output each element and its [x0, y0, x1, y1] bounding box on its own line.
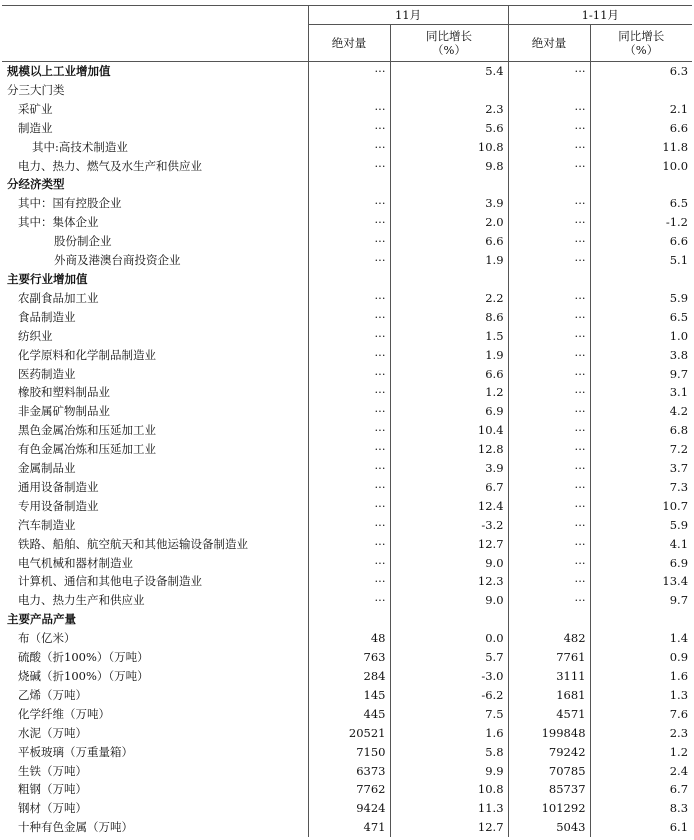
month-yoy-cell: 1.9: [390, 346, 508, 365]
table-row: [2, 705, 692, 724]
header-yoy-line2: （%）: [432, 43, 466, 57]
row-label: 汽车制造业: [18, 517, 76, 532]
row-label: 其中：国有控股企业: [18, 196, 122, 211]
row-label: 分三大门类: [7, 82, 65, 97]
row-label: 食品制造业: [18, 309, 76, 324]
header-yoy-line1: 同比增长: [618, 29, 665, 43]
ytd-abs-cell: ···: [508, 100, 590, 119]
table-row: [2, 667, 692, 686]
row-label: 主要行业增加值: [7, 271, 88, 286]
ytd-abs-cell: ···: [508, 572, 590, 591]
header-ytd-abs: 绝对量: [508, 25, 590, 62]
ytd-abs-cell: ···: [508, 157, 590, 176]
row-label: 有色金属冶炼和压延加工业: [18, 442, 156, 457]
ytd-yoy-cell: 3.8: [590, 346, 692, 365]
ytd-yoy-cell: 6.5: [590, 308, 692, 327]
month-yoy-cell: 2.2: [390, 289, 508, 308]
ytd-yoy-cell: -1.2: [590, 213, 692, 232]
month-abs-cell: [308, 81, 390, 100]
row-label: 十种有色金属（万吨）: [18, 820, 133, 835]
ytd-abs-cell: ···: [508, 383, 590, 402]
table-row: [2, 289, 692, 308]
ytd-abs-cell: 5043: [508, 818, 590, 837]
month-abs-cell: ···: [308, 421, 390, 440]
header-month-abs: 绝对量: [308, 25, 390, 62]
month-yoy-cell: [390, 270, 508, 289]
month-abs-cell: ···: [308, 327, 390, 346]
month-yoy-cell: 10.8: [390, 138, 508, 157]
month-yoy-cell: 12.7: [390, 535, 508, 554]
month-abs-cell: ···: [308, 440, 390, 459]
month-abs-cell: ···: [308, 572, 390, 591]
table-row: [2, 762, 692, 781]
month-abs-cell: 445: [308, 705, 390, 724]
month-abs-cell: ···: [308, 251, 390, 270]
row-label: 电力、热力、燃气及水生产和供应业: [18, 158, 202, 173]
header-yoy-line2: （%）: [624, 43, 659, 57]
ytd-abs-cell: 199848: [508, 724, 590, 743]
table-row: [2, 100, 692, 119]
ytd-yoy-cell: 0.9: [590, 648, 692, 667]
table-row: [2, 421, 692, 440]
ytd-abs-cell: ···: [508, 402, 590, 421]
month-abs-cell: ···: [308, 459, 390, 478]
month-yoy-cell: 3.9: [390, 194, 508, 213]
ytd-yoy-cell: 2.1: [590, 100, 692, 119]
ytd-abs-cell: ···: [508, 478, 590, 497]
month-abs-cell: ···: [308, 100, 390, 119]
month-abs-cell: ···: [308, 62, 390, 81]
table-row: [2, 780, 692, 799]
ytd-abs-cell: ···: [508, 365, 590, 384]
ytd-abs-cell: ···: [508, 591, 590, 610]
ytd-yoy-cell: 5.9: [590, 289, 692, 308]
month-abs-cell: 284: [308, 667, 390, 686]
month-abs-cell: ···: [308, 346, 390, 365]
ytd-abs-cell: ···: [508, 251, 590, 270]
month-abs-cell: ···: [308, 213, 390, 232]
ytd-abs-cell: ···: [508, 289, 590, 308]
ytd-yoy-cell: 4.1: [590, 535, 692, 554]
row-label: 硫酸（折100%）（万吨）: [18, 650, 149, 665]
table-row: [2, 629, 692, 648]
ytd-yoy-cell: 2.4: [590, 762, 692, 781]
ytd-abs-cell: ···: [508, 119, 590, 138]
ytd-yoy-cell: 11.8: [590, 138, 692, 157]
ytd-abs-cell: ···: [508, 62, 590, 81]
ytd-abs-cell: ···: [508, 516, 590, 535]
month-yoy-cell: 12.7: [390, 818, 508, 837]
ytd-abs-cell: 79242: [508, 743, 590, 762]
ytd-yoy-cell: 7.2: [590, 440, 692, 459]
table-row: [2, 478, 692, 497]
row-label: 非金属矿物制品业: [18, 404, 110, 419]
ytd-yoy-cell: 6.9: [590, 554, 692, 573]
ytd-yoy-cell: 7.3: [590, 478, 692, 497]
ytd-yoy-cell: 6.3: [590, 62, 692, 81]
ytd-abs-cell: ···: [508, 194, 590, 213]
ytd-abs-cell: ···: [508, 459, 590, 478]
ytd-yoy-cell: 6.6: [590, 119, 692, 138]
month-yoy-cell: 12.8: [390, 440, 508, 459]
month-yoy-cell: [390, 81, 508, 100]
row-label: 其中:高技术制造业: [32, 139, 128, 154]
row-label: 制造业: [18, 120, 53, 135]
ytd-yoy-cell: 6.8: [590, 421, 692, 440]
ytd-yoy-cell: [590, 81, 692, 100]
month-abs-cell: 7150: [308, 743, 390, 762]
ytd-abs-cell: ···: [508, 421, 590, 440]
table-header: [2, 6, 692, 62]
ytd-abs-cell: ···: [508, 346, 590, 365]
table-row: [2, 686, 692, 705]
month-yoy-cell: 3.9: [390, 459, 508, 478]
month-yoy-cell: -6.2: [390, 686, 508, 705]
ytd-abs-cell: ···: [508, 213, 590, 232]
ytd-yoy-cell: 2.3: [590, 724, 692, 743]
month-yoy-cell: 1.2: [390, 383, 508, 402]
month-abs-cell: 145: [308, 686, 390, 705]
row-label: 电气机械和器材制造业: [18, 555, 133, 570]
month-abs-cell: 48: [308, 629, 390, 648]
row-label: 外商及港澳台商投资企业: [54, 253, 181, 268]
row-label: 化学纤维（万吨）: [18, 706, 110, 721]
month-yoy-cell: 2.0: [390, 213, 508, 232]
table-row: [2, 232, 692, 251]
ytd-yoy-cell: 4.2: [590, 402, 692, 421]
industrial-output-table: [2, 5, 692, 837]
table-row: [2, 648, 692, 667]
table-row: [2, 459, 692, 478]
ytd-yoy-cell: 6.6: [590, 232, 692, 251]
row-label: 专用设备制造业: [18, 498, 99, 513]
month-abs-cell: [308, 270, 390, 289]
month-abs-cell: ···: [308, 554, 390, 573]
table-row: [2, 383, 692, 402]
month-yoy-cell: 2.3: [390, 100, 508, 119]
month-abs-cell: 471: [308, 818, 390, 837]
month-yoy-cell: -3.0: [390, 667, 508, 686]
row-label: 化学原料和化学制品制造业: [18, 347, 156, 362]
month-yoy-cell: 5.8: [390, 743, 508, 762]
row-label: 粗钢（万吨）: [18, 782, 87, 797]
ytd-abs-cell: 101292: [508, 799, 590, 818]
month-abs-cell: ···: [308, 383, 390, 402]
month-yoy-cell: 6.6: [390, 365, 508, 384]
row-label: 其中：集体企业: [18, 215, 99, 230]
ytd-abs-cell: ···: [508, 554, 590, 573]
ytd-yoy-cell: 1.0: [590, 327, 692, 346]
month-yoy-cell: 5.6: [390, 119, 508, 138]
row-label: 股份制企业: [54, 234, 112, 249]
month-yoy-cell: 8.6: [390, 308, 508, 327]
month-yoy-cell: [390, 175, 508, 194]
ytd-yoy-cell: 5.1: [590, 251, 692, 270]
ytd-abs-cell: [508, 81, 590, 100]
ytd-yoy-cell: 7.6: [590, 705, 692, 724]
month-abs-cell: 763: [308, 648, 390, 667]
row-label: 乙烯（万吨）: [18, 687, 87, 702]
month-yoy-cell: 7.5: [390, 705, 508, 724]
row-label: 烧碱（折100%）（万吨）: [18, 669, 149, 683]
month-yoy-cell: 9.0: [390, 591, 508, 610]
table-row: [2, 818, 692, 837]
header-blank-cell: [2, 6, 308, 62]
ytd-abs-cell: ···: [508, 232, 590, 251]
ytd-yoy-cell: 3.1: [590, 383, 692, 402]
month-yoy-cell: 1.5: [390, 327, 508, 346]
table-row: [2, 591, 692, 610]
ytd-abs-cell: 85737: [508, 780, 590, 799]
row-label: 铁路、船舶、航空航天和其他运输设备制造业: [18, 536, 248, 551]
ytd-yoy-cell: 6.1: [590, 818, 692, 837]
row-label: 电力、热力生产和供应业: [18, 593, 145, 608]
month-yoy-cell: 9.9: [390, 762, 508, 781]
month-abs-cell: ···: [308, 232, 390, 251]
row-label: 主要产品产量: [7, 612, 76, 627]
month-abs-cell: 20521: [308, 724, 390, 743]
table-row: [2, 81, 692, 100]
table-row: [2, 270, 692, 289]
table-row: [2, 610, 692, 629]
table-row: [2, 572, 692, 591]
month-yoy-cell: 12.3: [390, 572, 508, 591]
ytd-yoy-cell: 8.3: [590, 799, 692, 818]
table-row: [2, 516, 692, 535]
month-yoy-cell: 5.7: [390, 648, 508, 667]
ytd-abs-cell: 3111: [508, 667, 590, 686]
month-abs-cell: [308, 175, 390, 194]
month-yoy-cell: 9.0: [390, 554, 508, 573]
row-label: 橡胶和塑料制品业: [18, 385, 110, 400]
month-abs-cell: ···: [308, 516, 390, 535]
ytd-yoy-cell: 9.7: [590, 365, 692, 384]
table-row: [2, 799, 692, 818]
row-label: 采矿业: [18, 101, 53, 116]
month-abs-cell: ···: [308, 591, 390, 610]
ytd-abs-cell: [508, 270, 590, 289]
ytd-abs-cell: 1681: [508, 686, 590, 705]
month-yoy-cell: 10.8: [390, 780, 508, 799]
ytd-yoy-cell: 1.6: [590, 667, 692, 686]
ytd-yoy-cell: 9.7: [590, 591, 692, 610]
ytd-abs-cell: 482: [508, 629, 590, 648]
month-abs-cell: ···: [308, 308, 390, 327]
ytd-yoy-cell: 3.7: [590, 459, 692, 478]
table-row: [2, 251, 692, 270]
table-body: [2, 62, 692, 838]
table-row: [2, 194, 692, 213]
row-label: 规模以上工业增加值: [7, 64, 111, 78]
month-abs-cell: 9424: [308, 799, 390, 818]
month-yoy-cell: 5.4: [390, 62, 508, 81]
ytd-yoy-cell: 10.0: [590, 157, 692, 176]
ytd-abs-cell: ···: [508, 440, 590, 459]
ytd-abs-cell: ···: [508, 308, 590, 327]
ytd-yoy-cell: 6.5: [590, 194, 692, 213]
month-abs-cell: ···: [308, 478, 390, 497]
month-abs-cell: ···: [308, 119, 390, 138]
table-row: [2, 308, 692, 327]
table-row: [2, 62, 692, 81]
row-label: 纺织业: [18, 328, 53, 343]
table-row: [2, 138, 692, 157]
month-yoy-cell: -3.2: [390, 516, 508, 535]
month-yoy-cell: 1.9: [390, 251, 508, 270]
month-abs-cell: ···: [308, 402, 390, 421]
row-label: 生铁（万吨）: [18, 763, 87, 778]
month-yoy-cell: 0.0: [390, 629, 508, 648]
row-label: 计算机、通信和其他电子设备制造业: [18, 574, 202, 589]
ytd-abs-cell: [508, 610, 590, 629]
month-yoy-cell: 6.7: [390, 478, 508, 497]
table-row: [2, 554, 692, 573]
ytd-abs-cell: ···: [508, 497, 590, 516]
table-row: [2, 497, 692, 516]
month-yoy-cell: 12.4: [390, 497, 508, 516]
ytd-yoy-cell: [590, 610, 692, 629]
ytd-abs-cell: ···: [508, 535, 590, 554]
month-abs-cell: ···: [308, 157, 390, 176]
row-label: 平板玻璃（万重量箱）: [18, 744, 133, 759]
table-row: [2, 175, 692, 194]
table-row: [2, 327, 692, 346]
row-label: 水泥（万吨）: [18, 725, 87, 740]
table-row: [2, 346, 692, 365]
row-label: 通用设备制造业: [18, 479, 99, 494]
ytd-abs-cell: 4571: [508, 705, 590, 724]
month-abs-cell: 7762: [308, 780, 390, 799]
ytd-yoy-cell: 1.3: [590, 686, 692, 705]
month-yoy-cell: 11.3: [390, 799, 508, 818]
ytd-yoy-cell: 6.7: [590, 780, 692, 799]
ytd-yoy-cell: 1.2: [590, 743, 692, 762]
table-row: [2, 724, 692, 743]
month-yoy-cell: 6.9: [390, 402, 508, 421]
month-yoy-cell: 6.6: [390, 232, 508, 251]
month-abs-cell: ···: [308, 138, 390, 157]
month-abs-cell: ···: [308, 365, 390, 384]
table-row: [2, 440, 692, 459]
ytd-yoy-cell: 5.9: [590, 516, 692, 535]
header-ytd-group: 1-11月: [508, 6, 692, 25]
ytd-yoy-cell: [590, 270, 692, 289]
ytd-yoy-cell: 1.4: [590, 629, 692, 648]
header-ytd-yoy: [590, 25, 692, 62]
table-row: [2, 119, 692, 138]
month-abs-cell: ···: [308, 535, 390, 554]
ytd-abs-cell: ···: [508, 138, 590, 157]
table-row: [2, 535, 692, 554]
month-yoy-cell: [390, 610, 508, 629]
month-yoy-cell: 10.4: [390, 421, 508, 440]
month-yoy-cell: 9.8: [390, 157, 508, 176]
row-label: 分经济类型: [7, 177, 65, 192]
month-abs-cell: ···: [308, 194, 390, 213]
ytd-yoy-cell: [590, 175, 692, 194]
row-label: 布（亿米）: [18, 631, 76, 646]
table-row: [2, 402, 692, 421]
table-row: [2, 213, 692, 232]
row-label: 农副食品加工业: [18, 290, 99, 305]
table-row: [2, 743, 692, 762]
month-abs-cell: ···: [308, 289, 390, 308]
ytd-abs-cell: 70785: [508, 762, 590, 781]
row-label: 钢材（万吨）: [18, 801, 87, 816]
month-yoy-cell: 1.6: [390, 724, 508, 743]
ytd-yoy-cell: 10.7: [590, 497, 692, 516]
row-label: 黑色金属冶炼和压延加工业: [18, 423, 156, 438]
month-abs-cell: 6373: [308, 762, 390, 781]
header-month-group: 11月: [308, 6, 508, 25]
row-label: 金属制品业: [18, 461, 76, 476]
ytd-abs-cell: ···: [508, 327, 590, 346]
header-yoy-line1: 同比增长: [426, 29, 472, 43]
table-row: [2, 365, 692, 384]
month-abs-cell: [308, 610, 390, 629]
ytd-abs-cell: 7761: [508, 648, 590, 667]
ytd-yoy-cell: 13.4: [590, 572, 692, 591]
table-row: [2, 157, 692, 176]
month-abs-cell: ···: [308, 497, 390, 516]
statistics-table-page: [0, 5, 694, 840]
ytd-abs-cell: [508, 175, 590, 194]
row-label: 医药制造业: [18, 366, 76, 381]
header-month-yoy: [390, 25, 508, 62]
